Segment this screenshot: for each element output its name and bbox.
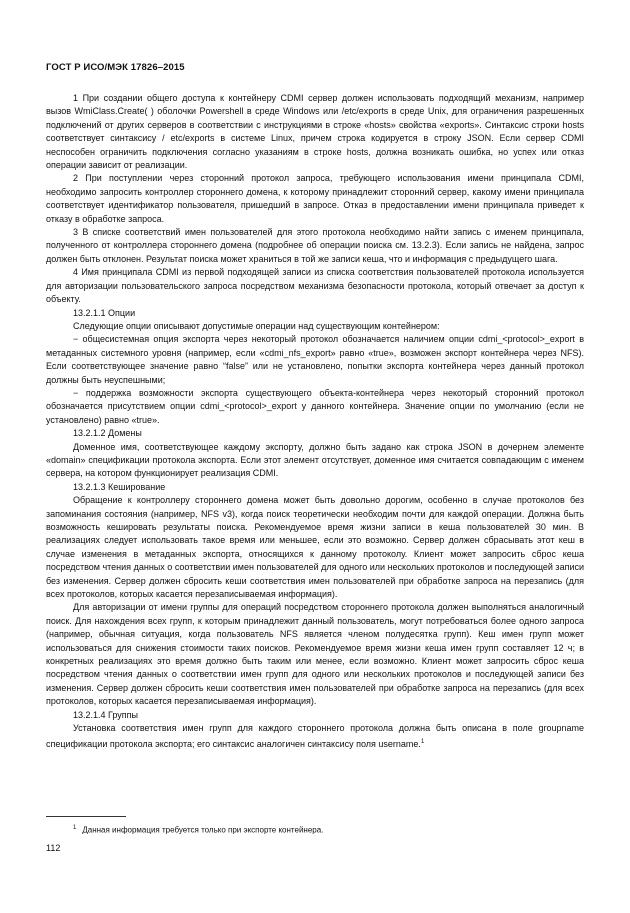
footnote-marker: 1 xyxy=(73,825,77,831)
paragraph-item-1: 1 При создании общего доступа к контейнеру CDMI сервер должен использовать подходящий механизм, например вызов WmiClass.Create( ) оболочки Powershell в среде Windows или /etc/exports в среде Unix, для ограничения разрешенных подключений от других серверов в соответствии с инструкциями в строке «hosts» свойства «exports». Синтаксис строки hosts соответствует синтаксису / etc/exports в системе Linux, причем строка кодируется в строку JSON. Если сервер CDMI неспособен ограничить подключения согласно указаниям в строке hosts, должна возникать ошибка, но успех или отказ операции зависит от реализации. xyxy=(46,93,584,171)
footnote-reference: 1 xyxy=(420,738,425,745)
options-intro: Следующие опции описывают допустимые операции над существующим контейнером: xyxy=(73,320,440,331)
section-heading-caching: 13.2.1.3 Кеширование xyxy=(73,481,166,492)
page-number: 112 xyxy=(46,843,61,853)
section-heading-domains: 13.2.1.2 Домены xyxy=(73,428,142,439)
footnotes-section xyxy=(46,816,584,836)
caching-paragraph: Обращение к контроллеру стороннего домена может быть довольно дорогим, особенно в случае протоколов без запоминания состояния (например, NFS v3), когда поиск теоретически необходим почти для каждой операции. Должна быть возможность кешировать результаты поиска. Рекомендуемое время жизни записи в кеша пользователей 30 мин. В реализациях следует использовать такое время или меньшее, если это возможно. Сервер должен сбрасывать этот кеш в случае изменения в метаданных экспорта, относящихся к данному протоколу. Клиент может запросить сброс кеша посредством чтения данных о соответствии имен пользователей для одного или нескольких протоколов и последующей записи без изменения. Сервер должен сбросить кеши соответствия имен пользователей при обработке запроса на перезапись (для всех протоколов, которых касается перезаписываемая информация). xyxy=(46,495,584,600)
section-heading-options: 13.2.1.1 Опции xyxy=(73,307,136,318)
footnote-text: Данная информация требуется только при экспорте контейнера. xyxy=(82,825,324,835)
option-container-export: − поддержка возможности экспорта существующего объекта-контейнера через некоторый сторонний протокол обозначается присутствием опции cdmi_<protocol>_export у данного контейнера. Значение опции по умолчанию (если не установлено) равно «true». xyxy=(46,387,584,425)
group-caching-paragraph: Для авторизации от имени группы для операций посредством стороннего протокола должен выполняться аналогичный поиск. Для нахождения всех групп, к которым принадлежит данный пользователь, могут потребоваться более одного запроса (например, обычная ситуация, когда пользователь NFS является членом полудесятка групп). Кеш имен групп может использоваться для снижения стоимости таких поисков. Рекомендуемое время жизни кеша имен групп составляет 12 ч; в конкретных реализациях это время должно быть таким или менее, если возможно. Клиент может запросить сброс кеша посредством чтения данных о соответствии имен групп для одного или нескольких протоколов и последующей записи без изменения. Сервер должен сбросить кеши соответствия имен пользователей при обработке запроса на перезапись (для всех протоколов, которых касается перезаписываемая информация). xyxy=(46,602,584,707)
section-heading-groups: 13.2.1.4 Группы xyxy=(73,709,139,720)
body-text xyxy=(46,92,584,751)
option-system-export: − общесистемная опция экспорта через некоторый протокол обозначается наличием опции cdmi_<protocol>_export в метаданных системного уровня (например, если «cdmi_nfs_export» равно «true», возможен экспорт контейнера через NFS). Если соответствующее значение равно “false” или не установлено, попытки экспорта контейнера через данный протокол должны быть неуспешными; xyxy=(46,334,584,385)
groups-paragraph-text: Установка соответствия имен групп для каждого стороннего протокола должна быть описана в поле groupname спецификации протокола экспорта; его синтаксис аналогичен синтаксису поля username. xyxy=(46,723,584,749)
paragraph-item-2: 2 При поступлении через сторонний протокол запроса, требующего использования имени принципала CDMI, необходимо запросить контроллер стороннего домена, к которому принадлежит сторонний сервер, какому имени принципала соответствует идентификатор пользователя, пришедший в запросе. Отказ в предоставлении имени принципала приведет к отказу в обработке запроса. xyxy=(46,173,584,224)
footnote-item xyxy=(46,823,584,836)
document-header: ГОСТ Р ИСО/МЭК 17826–2015 xyxy=(46,62,185,73)
paragraph-item-3: 3 В списке соответствий имен пользователей для этого протокола необходимо найти запись с именем принципала, полученного от контроллера стороннего домена (подробнее об операции поиска см. 13.2.3). Если запись не найдена, запрос должен быть отклонен. Результат поиска может храниться в той же записи кеша, что и информация с предыдущего шага. xyxy=(46,227,584,264)
footnote-divider xyxy=(46,816,126,817)
paragraph-item-4: 4 Имя принципала CDMI из первой подходящей записи из списка соответствия пользователей протокола используется для авторизации пользовательского запроса посредством механизма безопасности протокола, который отвечает за доступ к объекту. xyxy=(46,267,584,305)
domains-paragraph: Доменное имя, соответствующее каждому экспорту, должно быть задано как строка JSON в дочернем элементе «domain» спецификации протокола экспорта. Если этот элемент отсутствует, доменное имя считается совпадающим с именем сервера, на котором функционирует реализация CDMI. xyxy=(46,441,584,479)
groups-paragraph xyxy=(46,722,584,751)
